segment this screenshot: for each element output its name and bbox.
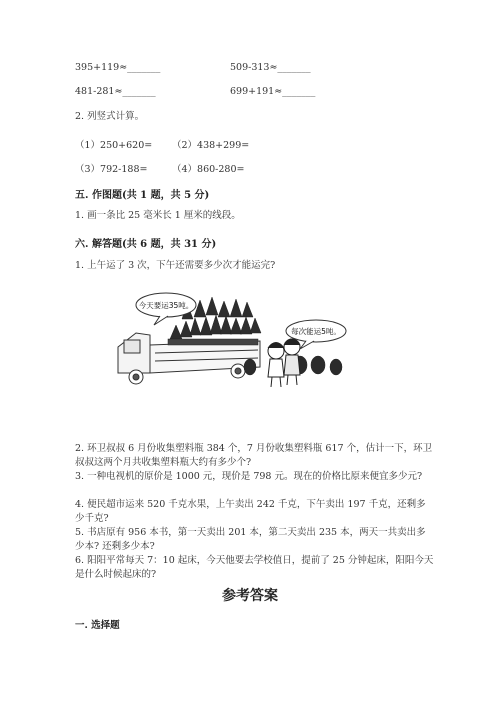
truck-drawing	[110, 285, 350, 393]
section6-q1: 1. 上午运了 3 次，下午还需要多少次才能运完?	[75, 260, 276, 271]
answers-title: 参考答案	[222, 588, 278, 604]
bubble-right-text: 每次能运5吨。	[291, 327, 341, 336]
calc-1: （1）250+620=	[75, 140, 153, 151]
estimate-3: 481-281≈_______	[75, 86, 156, 97]
truck-illustration	[110, 285, 350, 393]
section5-q1: 1. 画一条比 25 毫米长 1 厘米的线段。	[75, 210, 241, 221]
estimate-1: 395+119≈_______	[75, 62, 161, 73]
bubble-left-text: 今天要运35吨。	[138, 301, 194, 310]
section6-q6: 6. 阳阳平常每天 7：10 起床，今天他要去学校值日，提前了 25 分钟起床，阳阳今天是什么时候起床的?	[75, 555, 434, 580]
calc-3: （3）792-188=	[75, 164, 148, 175]
section6-q4: 4. 便民超市运来 520 千克水果，上午卖出 242 千克，下午卖出 197 千克，还剩多少千克?	[75, 499, 426, 524]
estimate-4: 699+191≈_______	[230, 86, 316, 97]
vertical-calc-heading: 2. 列竖式计算。	[75, 111, 145, 122]
estimate-2: 509-313≈_______	[230, 62, 311, 73]
section6-q3: 3. 一种电视机的原价是 1000 元，现价是 798 元。现在的价格比原来便宜多少元?	[75, 471, 423, 482]
section6-heading: 六. 解答题(共 6 题，共 31 分)	[75, 239, 217, 250]
section5-heading: 五. 作图题(共 1 题，共 5 分)	[75, 190, 210, 201]
calc-2: （2）438+299=	[172, 140, 250, 151]
section6-q5: 5. 书店原有 956 本书，第一天卖出 201 本，第二天卖出 235 本，两天一共卖出多少本? 还剩多少本?	[75, 527, 426, 552]
answers-subheading: 一. 选择题	[75, 620, 120, 631]
section6-q2: 2. 环卫叔叔 6 月份收集塑料瓶 384 个，7 月份收集塑料瓶 617 个，估计一下，环卫叔叔这两个月共收集塑料瓶大约有多少个?	[75, 443, 433, 468]
calc-4: （4）860-280=	[172, 164, 245, 175]
